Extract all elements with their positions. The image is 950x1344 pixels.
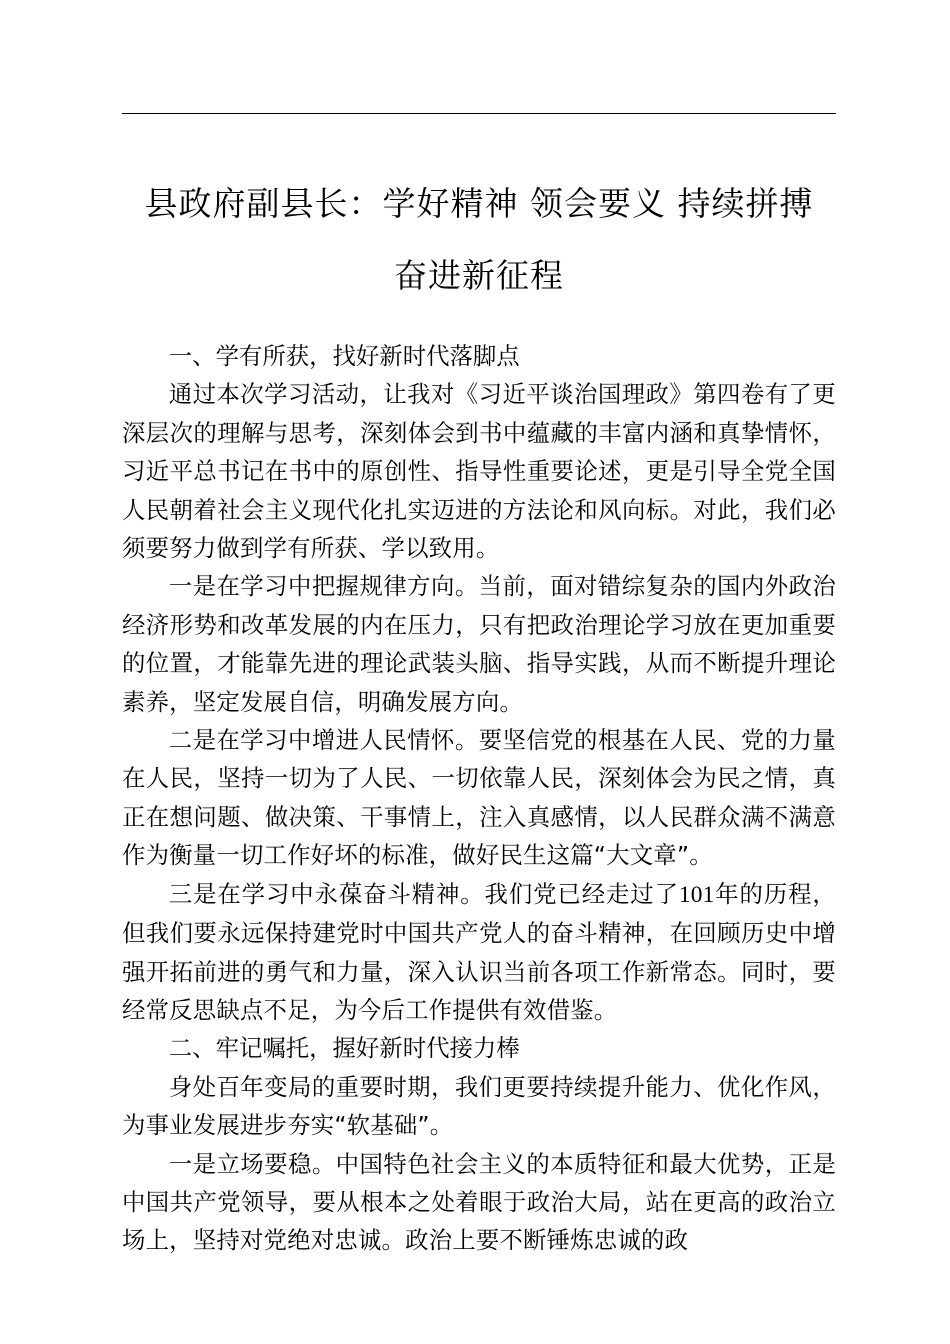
paragraph-4-number: 101 xyxy=(678,881,715,908)
paragraph-3: 二是在学习中增进人民情怀。要坚信党的根基在人民、党的力量在人民，坚持一切为了人民、一切依靠人民，深刻体会为民之情，真正在想问题、做决策、干事情上，注入真感情，以人民群众满不满意作为衡量一切工作好坏的标准，做好民生这篇“大文章”。 xyxy=(122,726,836,870)
paragraph-4-text-b: 年的历程，但我们要永远保持建党时中国共产党人的奋斗精神，在回顾历史中增强开拓前进的勇气和力量，深入认识当前各项工作新常态。同时，要经常反思缺点不足，为今后工作提供有效借鉴。 xyxy=(122,879,837,1024)
document-body xyxy=(122,337,836,1260)
paragraph-2: 一是在学习中把握规律方向。当前，面对错综复杂的国内外政治经济形势和改革发展的内在压力，只有把政治理论学习放在更加重要的位置，才能靠先进的理论武装头脑、指导实践，从而不断提升理论素养，坚定发展自信，明确发展方向。 xyxy=(122,572,836,716)
paragraph-5: 身处百年变局的重要时期，我们更要持续提升能力、优化作风，为事业发展进步夯实“软基础”。 xyxy=(122,1072,836,1140)
paragraph-4-text-a: 三是在学习中永葆奋斗精神。我们党已经走过了 xyxy=(168,879,679,908)
section-heading-2: 二、牢记嘱托，握好新时代接力棒 xyxy=(168,1034,520,1063)
title-line-2: 奋进新征程 xyxy=(394,256,564,295)
header-rule xyxy=(122,113,836,114)
section-heading-1: 一、学有所获，找好新时代落脚点 xyxy=(168,342,520,370)
document-title xyxy=(118,168,840,312)
paragraph-4 xyxy=(122,875,836,1030)
paragraph-1: 通过本次学习活动，让我对《习近平谈治国理政》第四卷有了更深层次的理解与思考，深刻体会到书中蕴藏的丰富内涵和真挚情怀，习近平总书记在书中的原创性、指导性重要论述，更是引导全党全国人民朝着社会主义现代化扎实迈进的方法论和风向标。对此，我们必须要努力做到学有所获、学以致用。 xyxy=(122,380,836,563)
paragraph-6: 一是立场要稳。中国特色社会主义的本质特征和最大优势，正是中国共产党领导，要从根本之处着眼于政治大局，站在更高的政治立场上，坚持对党绝对忠诚。政治上要不断锤炼忠诚的政 xyxy=(122,1149,836,1255)
title-line-1: 县政府副县长：学好精神 领会要义 持续拼搏 xyxy=(144,184,814,223)
